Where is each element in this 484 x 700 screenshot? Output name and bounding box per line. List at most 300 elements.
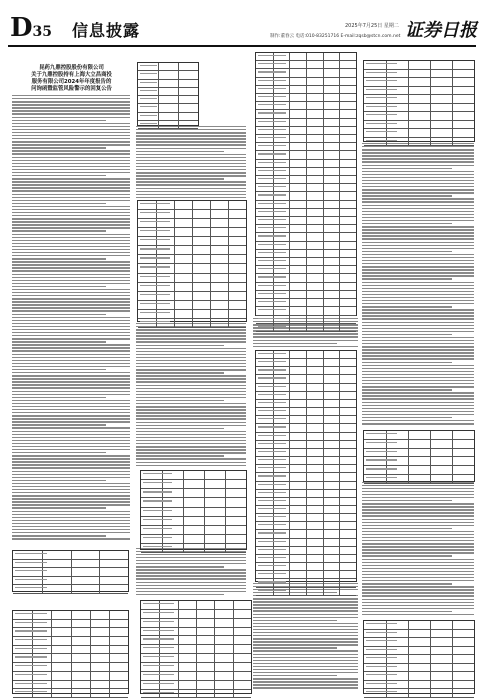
text-line (12, 437, 130, 438)
table-cell-divider (233, 610, 234, 618)
table-cell-text (140, 303, 170, 304)
text-line (136, 154, 246, 155)
table-cell-divider (183, 480, 184, 488)
text-line (362, 312, 474, 313)
text-line (362, 423, 474, 424)
table-cell-divider (289, 61, 290, 68)
data-table (137, 62, 199, 126)
table-cell-divider (306, 61, 307, 68)
text-line (362, 592, 474, 593)
table-cell-divider (306, 143, 307, 150)
table-row (364, 129, 474, 138)
table-row (256, 250, 356, 258)
table-cell-text (258, 565, 286, 566)
text-line (362, 180, 474, 181)
table-cell-divider (289, 359, 290, 366)
table-cell-text (15, 691, 47, 692)
text-line (12, 449, 130, 450)
table-cell-text (143, 621, 174, 622)
text-line (362, 232, 474, 233)
text-line (362, 371, 474, 372)
text-line (362, 395, 474, 396)
table-cell-divider (90, 646, 91, 654)
text-line (362, 331, 474, 332)
table-cell-divider (233, 645, 234, 653)
text-line (12, 206, 130, 207)
table-row (256, 102, 356, 110)
table-cell-divider (178, 636, 179, 644)
table-cell-divider (430, 449, 431, 457)
table-cell-divider (174, 264, 175, 272)
table-cell-text (366, 683, 397, 684)
text-line (362, 334, 452, 335)
text-line (362, 254, 474, 255)
table-cell-text (140, 248, 170, 249)
table-cell-divider (192, 219, 193, 227)
table-cell-divider (228, 219, 229, 227)
table-cell-divider (233, 663, 234, 671)
table-cell-divider (339, 168, 340, 175)
table-cell-divider (339, 53, 340, 60)
text-line (362, 155, 474, 156)
table-cell-divider (174, 219, 175, 227)
table-cell-divider (196, 628, 197, 636)
table-cell-divider (306, 316, 307, 323)
table-cell-divider (306, 473, 307, 480)
table-cell-text (258, 88, 286, 89)
text-line (136, 357, 246, 358)
table-cell-divider (174, 283, 175, 291)
table-cell-divider (339, 571, 340, 578)
table-row (256, 258, 356, 266)
table-cell-divider (192, 237, 193, 245)
newspaper-logo: 证券日报 (405, 20, 477, 41)
table-cell-text (258, 153, 286, 154)
table-row (364, 466, 474, 475)
table-cell-text (258, 211, 286, 212)
table-cell-text (143, 546, 172, 547)
table-row (13, 560, 128, 569)
table-cell-divider (210, 319, 211, 327)
table-cell-divider (408, 457, 409, 465)
text-line (12, 458, 130, 459)
text-line (12, 523, 130, 524)
text-column-1 (12, 95, 130, 541)
table-cell-divider (339, 274, 340, 281)
table-cell-divider (71, 577, 72, 585)
text-line (362, 368, 474, 369)
text-line (136, 403, 246, 404)
text-line (136, 449, 246, 450)
text-line (12, 317, 130, 318)
table-row (364, 655, 474, 664)
text-line (136, 184, 246, 185)
table-cell-text (143, 656, 174, 657)
table-row (256, 143, 356, 151)
text-line (12, 166, 130, 167)
text-line (253, 623, 358, 624)
table-cell-text (366, 89, 397, 90)
table-cell-text (258, 410, 286, 411)
table-cell-divider (306, 69, 307, 76)
text-line (136, 351, 246, 352)
table-cell-divider (158, 63, 159, 70)
text-line (12, 280, 130, 281)
table-cell-text (366, 442, 397, 443)
table-cell-divider (339, 522, 340, 529)
table-cell-divider (178, 681, 179, 689)
table-cell-text (258, 55, 286, 56)
table-cell-divider (339, 530, 340, 537)
text-line (253, 647, 337, 648)
table-cell-divider (323, 192, 324, 199)
table-row (138, 104, 198, 112)
data-table (12, 610, 129, 694)
text-line (136, 157, 246, 158)
table-cell-divider (183, 526, 184, 534)
table-cell-divider (339, 408, 340, 415)
text-line (12, 277, 130, 278)
table-cell-divider (452, 457, 453, 465)
text-line (253, 333, 358, 334)
table-cell-text (366, 451, 397, 452)
table-cell-text (258, 137, 286, 138)
table-cell-divider (225, 517, 226, 525)
table-row (256, 457, 356, 465)
text-line (253, 629, 358, 630)
text-line (12, 301, 130, 302)
table-cell-divider (408, 121, 409, 129)
table-cell-text (15, 648, 47, 649)
table-row (13, 628, 128, 637)
table-cell-divider (408, 104, 409, 112)
text-line (362, 552, 474, 553)
table-cell-divider (306, 522, 307, 529)
table-cell-divider (196, 663, 197, 671)
text-line (136, 458, 246, 459)
table-cell-divider (174, 201, 175, 209)
text-line (362, 229, 474, 230)
title-line: 问询函暨监管风险警示的回复公告 (31, 86, 112, 92)
text-line (362, 543, 474, 544)
text-line (362, 208, 474, 209)
text-line (136, 366, 246, 367)
table-cell-divider (214, 645, 215, 653)
table-cell-divider (408, 70, 409, 78)
data-table (363, 430, 475, 482)
text-line (362, 263, 474, 264)
table-cell-divider (71, 568, 72, 576)
table-cell-divider (306, 299, 307, 306)
title-line: 服务有限公司2024年年度报告的 (31, 79, 112, 85)
table-cell-divider (196, 690, 197, 698)
text-line (362, 214, 474, 215)
text-line (136, 409, 246, 410)
text-line (362, 217, 474, 218)
table-cell-divider (306, 160, 307, 167)
text-line (12, 200, 130, 201)
table-cell-divider (339, 209, 340, 216)
table-cell-divider (109, 646, 110, 654)
table-row (13, 681, 128, 690)
table-cell-divider (289, 160, 290, 167)
text-line (12, 526, 130, 527)
table-row (138, 319, 246, 328)
table-cell-divider (289, 291, 290, 298)
table-cell-text (366, 80, 397, 81)
text-line (12, 378, 130, 379)
text-line (136, 418, 246, 419)
table-row (256, 127, 356, 135)
table-cell-divider (306, 408, 307, 415)
text-line (12, 391, 130, 392)
table-cell-text (258, 112, 286, 113)
table-cell-divider (339, 416, 340, 423)
table-cell-text (143, 473, 172, 474)
text-line (12, 184, 130, 185)
text-line (362, 426, 474, 427)
text-line (12, 347, 130, 348)
table-cell-divider (323, 233, 324, 240)
table-cell-divider (408, 655, 409, 663)
text-line (12, 187, 130, 188)
text-line (12, 344, 130, 345)
table-cell-text (366, 623, 397, 624)
text-line (136, 412, 246, 413)
text-line (12, 224, 130, 225)
text-line (136, 332, 246, 333)
table-row (13, 585, 128, 594)
text-line (362, 586, 474, 587)
text-line (253, 675, 337, 676)
table-cell-divider (339, 242, 340, 249)
text-line (12, 243, 130, 244)
table-row (13, 663, 128, 672)
text-line (362, 195, 452, 196)
table-cell-divider (323, 151, 324, 158)
table-cell-divider (174, 228, 175, 236)
text-line (136, 455, 224, 456)
text-line (362, 500, 452, 501)
table-cell-divider (323, 506, 324, 513)
text-line (362, 189, 474, 190)
data-table (140, 470, 247, 550)
table-row (256, 110, 356, 118)
table-cell-divider (214, 601, 215, 609)
table-cell-divider (323, 61, 324, 68)
table-cell-divider (408, 466, 409, 474)
text-line (12, 169, 130, 170)
table-cell-text (258, 268, 286, 269)
text-line (362, 346, 474, 347)
table-row (256, 184, 356, 192)
text-line (12, 498, 130, 499)
table-cell-divider (289, 192, 290, 199)
table-cell-divider (323, 69, 324, 76)
table-row (256, 498, 356, 506)
table-cell-divider (323, 408, 324, 415)
text-line (12, 489, 130, 490)
table-cell-divider (306, 53, 307, 60)
table-cell-text (140, 212, 170, 213)
table-cell-divider (323, 110, 324, 117)
text-line (362, 315, 474, 316)
text-line (362, 411, 474, 412)
table-row (141, 663, 251, 672)
table-cell-divider (339, 449, 340, 456)
table-cell-divider (174, 274, 175, 282)
table-cell-divider (90, 611, 91, 619)
table-cell-divider (323, 522, 324, 529)
table-cell-divider (289, 225, 290, 232)
table-row (13, 611, 128, 620)
table-cell-text (258, 386, 286, 387)
table-cell-divider (306, 424, 307, 431)
table-cell-divider (430, 655, 431, 663)
table-cell-divider (452, 655, 453, 663)
text-line (136, 575, 246, 576)
text-line (12, 415, 130, 416)
table-cell-text (258, 326, 286, 327)
table-cell-divider (174, 255, 175, 263)
table-cell-text (15, 639, 47, 640)
table-cell-divider (323, 571, 324, 578)
data-table (255, 52, 357, 316)
text-line (12, 274, 130, 275)
text-line (362, 358, 474, 359)
text-line (362, 512, 474, 513)
table-cell-divider (228, 301, 229, 309)
table-cell-text (258, 260, 286, 261)
text-line (362, 525, 474, 526)
table-row (256, 539, 356, 547)
table-row (364, 138, 474, 147)
table-cell-divider (408, 431, 409, 439)
table-cell-divider (90, 672, 91, 680)
text-line (362, 611, 452, 612)
table-cell-divider (289, 307, 290, 314)
text-line (12, 147, 106, 148)
table-cell-divider (339, 375, 340, 382)
table-cell-divider (430, 70, 431, 78)
text-line (12, 138, 130, 139)
text-line (12, 394, 130, 395)
table-cell-text (366, 477, 397, 478)
table-cell-divider (183, 498, 184, 506)
table-row (138, 255, 246, 264)
table-cell-text (258, 252, 286, 253)
text-line (12, 320, 130, 321)
text-line (12, 175, 106, 176)
text-line (12, 520, 130, 521)
table-row (141, 672, 251, 681)
text-line (253, 638, 358, 639)
table-cell-divider (289, 102, 290, 109)
table-cell-divider (289, 506, 290, 513)
table-cell-text (258, 369, 286, 370)
table-cell-divider (214, 628, 215, 636)
table-cell-text (140, 321, 170, 322)
text-line (12, 495, 130, 496)
table-row (138, 310, 246, 319)
text-line (136, 465, 246, 466)
table-cell-divider (452, 104, 453, 112)
text-line (362, 562, 474, 563)
table-cell-divider (228, 201, 229, 209)
text-line (362, 515, 474, 516)
table-cell-divider (225, 471, 226, 479)
text-line (253, 644, 358, 645)
table-cell-divider (323, 274, 324, 281)
article-title (14, 65, 129, 93)
text-line (362, 223, 452, 224)
text-line (362, 380, 474, 381)
table-cell-text (366, 459, 397, 460)
table-cell-divider (306, 201, 307, 208)
table-cell-divider (408, 647, 409, 655)
text-line (362, 171, 474, 172)
table-cell-divider (289, 433, 290, 440)
table-row (256, 465, 356, 473)
table-cell-divider (210, 237, 211, 245)
table-cell-divider (289, 465, 290, 472)
text-line (136, 172, 246, 173)
table-cell-divider (306, 110, 307, 117)
table-cell-divider (192, 319, 193, 327)
text-line (12, 264, 130, 265)
table-cell-text (143, 603, 174, 604)
table-cell-divider (306, 506, 307, 513)
table-row (256, 408, 356, 416)
text-line (12, 144, 130, 145)
table-cell-divider (51, 654, 52, 662)
table-cell-text (366, 657, 397, 658)
table-cell-divider (323, 482, 324, 489)
table-cell-divider (90, 620, 91, 628)
table-cell-divider (192, 201, 193, 209)
table-cell-text (258, 500, 286, 501)
table-cell-divider (51, 628, 52, 636)
text-line (362, 235, 474, 236)
table-row (13, 646, 128, 655)
text-line (12, 212, 130, 213)
table-cell-divider (210, 228, 211, 236)
text-line (136, 431, 246, 432)
text-line (136, 446, 246, 447)
table-cell-text (258, 121, 286, 122)
text-line (12, 252, 130, 253)
table-cell-divider (339, 588, 340, 595)
text-line (12, 101, 130, 102)
table-cell-text (258, 203, 286, 204)
table-cell-text (15, 579, 47, 580)
table-cell-text (258, 549, 286, 550)
text-line (136, 425, 246, 426)
table-cell-divider (289, 119, 290, 126)
table-cell-divider (289, 384, 290, 391)
text-line (12, 323, 130, 324)
text-line (253, 650, 358, 651)
table-cell-divider (339, 433, 340, 440)
text-line (136, 569, 246, 570)
text-line (362, 285, 474, 286)
text-line (12, 464, 130, 465)
table-cell-divider (289, 53, 290, 60)
title-line: 关于九鼎控股持有上海大立昌商投 (31, 72, 112, 78)
text-line (253, 617, 358, 618)
text-line (253, 672, 358, 673)
text-line (12, 455, 130, 456)
